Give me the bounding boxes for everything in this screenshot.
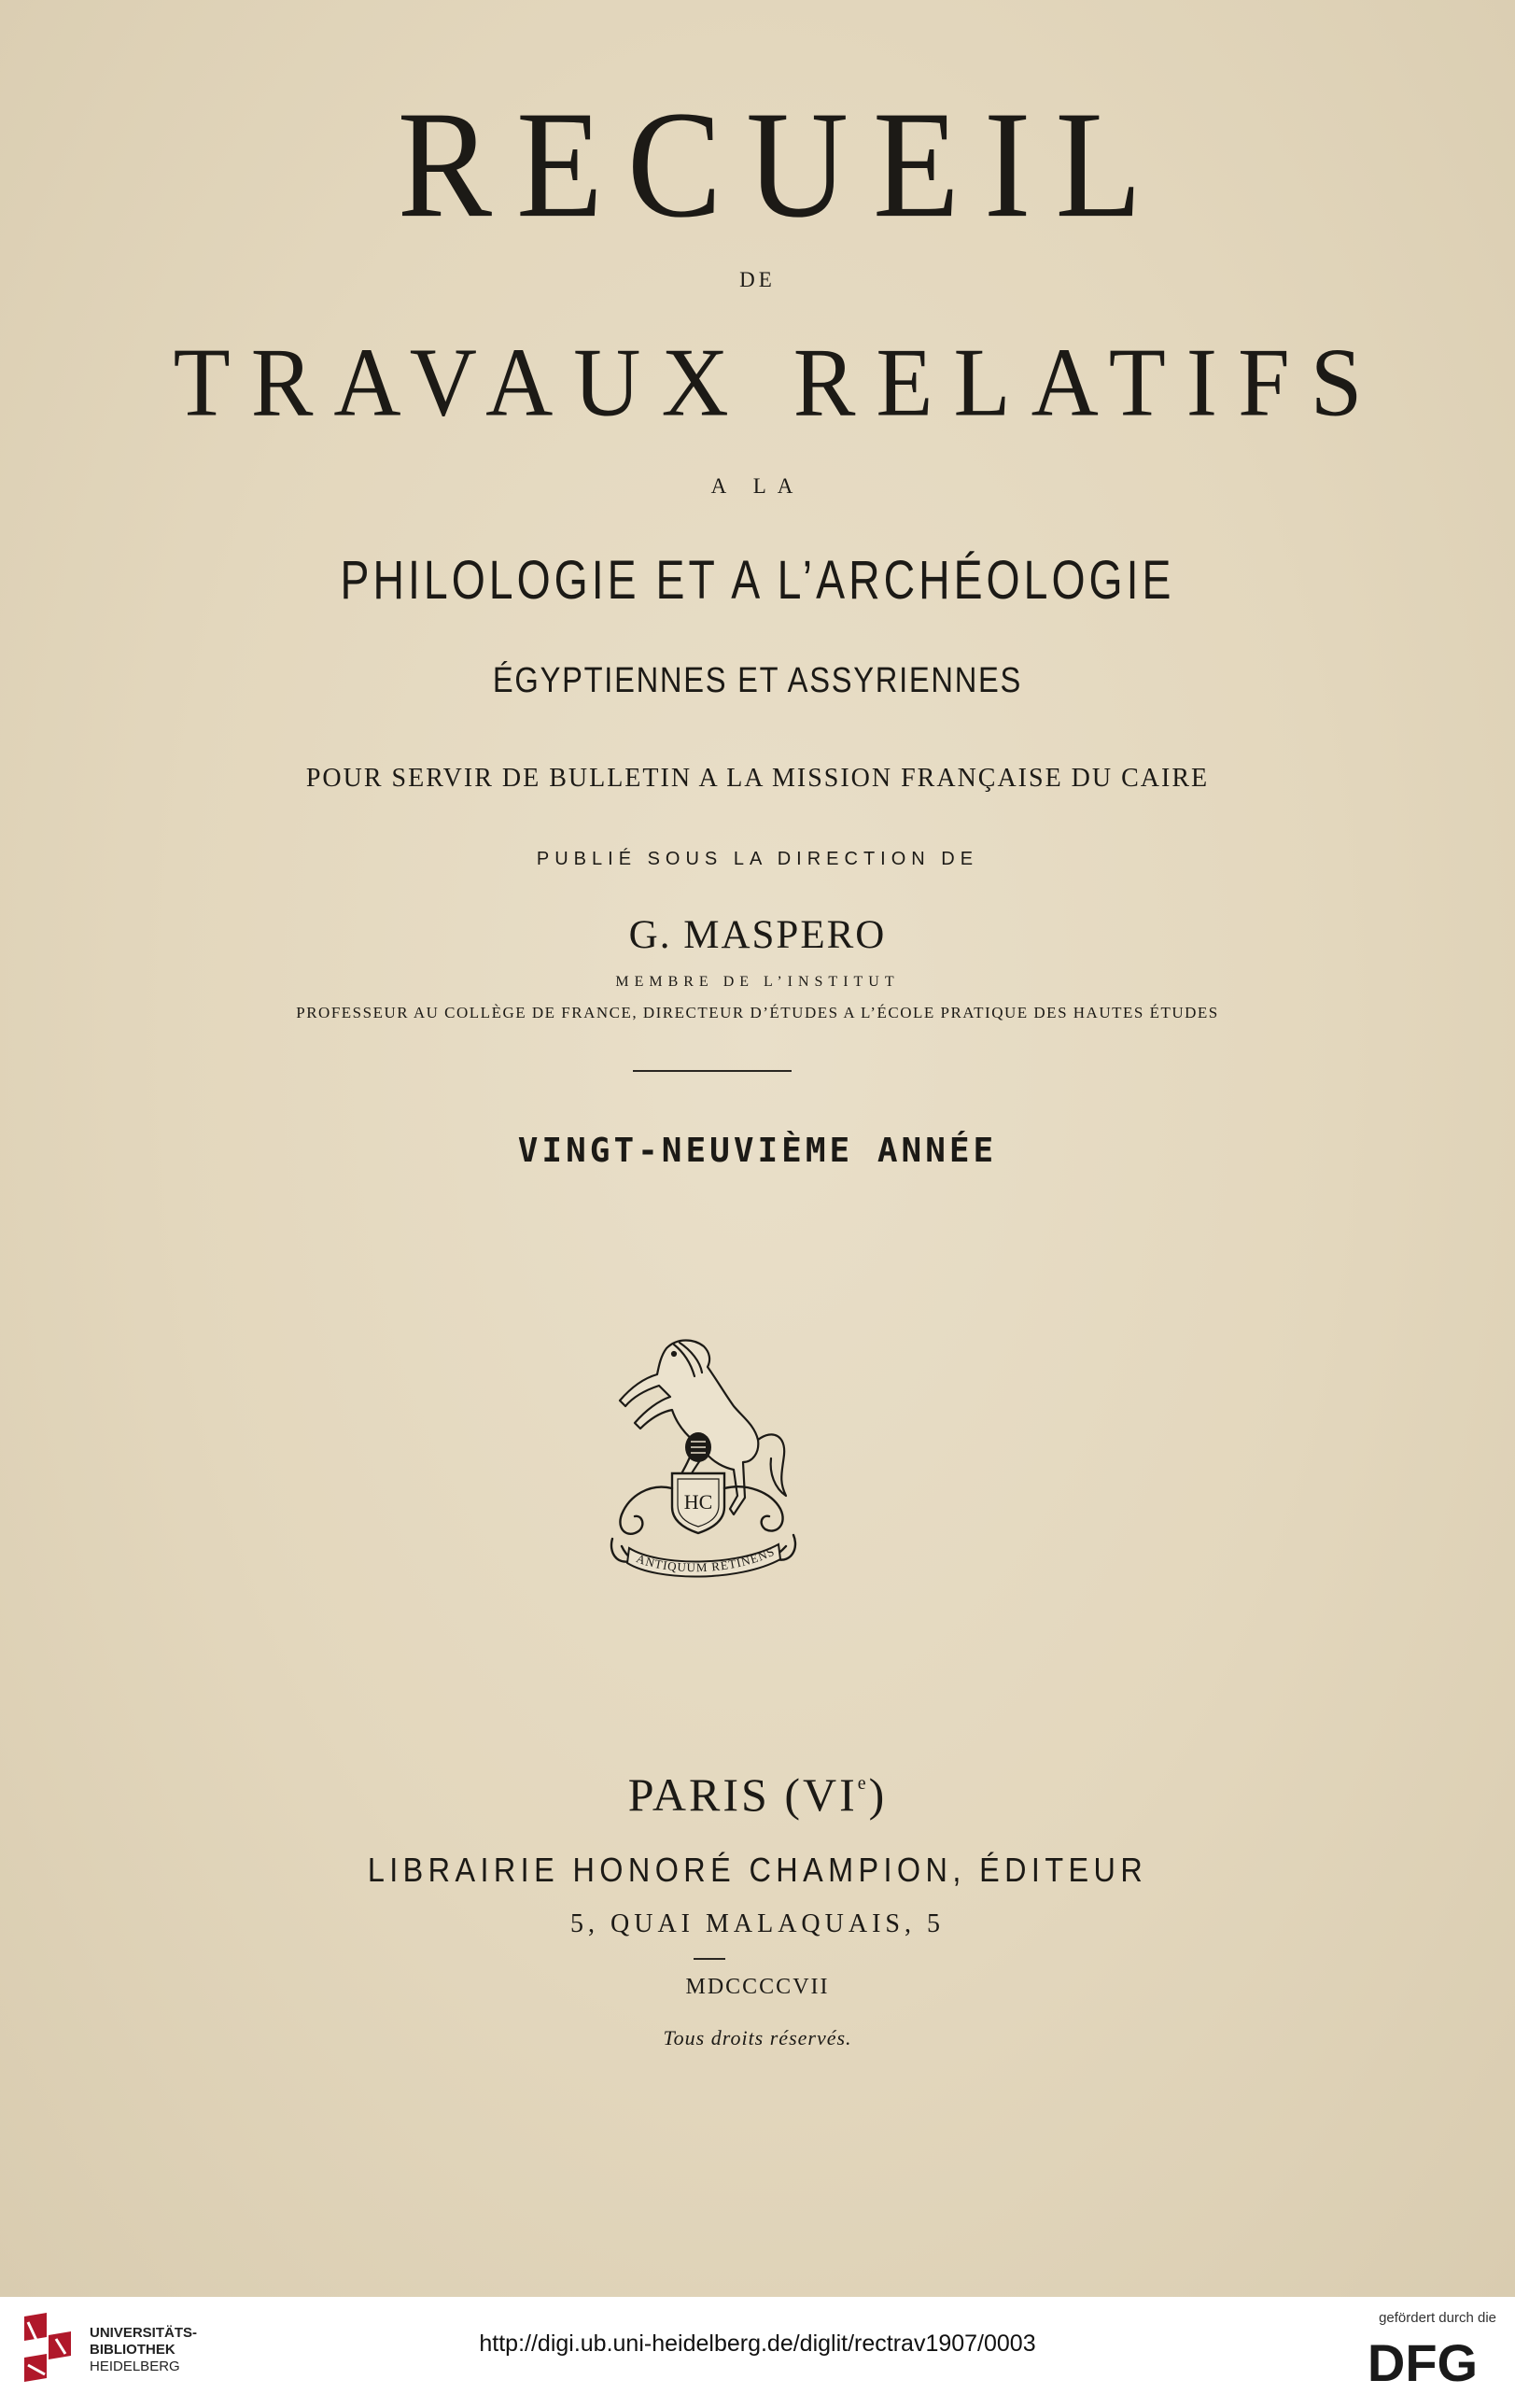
imprint-arrondissement-close: ) [868,1768,888,1821]
editor-intro: PUBLIÉ SOUS LA DIRECTION DE [536,849,979,869]
imprint-city-name: PARIS [627,1768,770,1821]
title-egyptiennes: ÉGYPTIENNES ET ASSYRIENNES [492,661,1023,700]
imprint-address: 5, QUAI MALAQUAIS, 5 [570,1909,945,1938]
imprint-city [0,1767,1515,1822]
imprint-arrondissement-sup: e [857,1773,869,1794]
source-url-link[interactable]: http://digi.ub.uni-heidelberg.de/diglit/rectrav1907/0003 [479,2331,1036,2357]
editor-professeur: PROFESSEUR AU COLLÈGE DE FRANCE, DIRECTEUR D’ÉTUDES A L’ÉCOLE PRATIQUE DES HAUTES ÉTUDES [296,1004,1219,1021]
imprint-divider [694,1958,725,1960]
imprint-rights: Tous droits réservés. [663,2026,852,2049]
funded-by-label: gefördert durch die [1379,2310,1496,2326]
emblem-monogram: HC [683,1490,713,1514]
dfg-logo-text: DFG [1367,2334,1479,2390]
imprint-year: MDCCCCVII [685,1975,830,1999]
dfg-logo-icon [1353,2334,1493,2390]
library-line1: UNIVERSITÄTS- [90,2325,198,2341]
editor-membre: MEMBRE DE L’INSTITUT [615,974,900,990]
divider-rule [633,1070,792,1072]
imprint-publisher: LIBRAIRIE HONORÉ CHAMPION, ÉDITEUR [367,1851,1148,1889]
title-recueil: RECUEIL [397,79,1167,249]
emblem-motto: ANTIQUUM RETINENS [634,1543,778,1575]
library-line3: HEIDELBERG [90,2359,180,2374]
title-philologie: PHILOLOGIE ET A L’ARCHÉOLOGIE [340,550,1175,611]
editor-name: G. MASPERO [628,913,887,957]
title-a-la: A LA [710,474,805,498]
title-travaux-relatifs: TRAVAUX RELATIFS [173,328,1383,437]
title-de: DE [739,268,776,291]
subtitle-pour-servir: POUR SERVIR DE BULLETIN A LA MISSION FRANÇAISE DU CAIRE [305,764,1210,793]
imprint-arrondissement: (VI [784,1768,858,1821]
rearing-horse-emblem-icon [594,1331,814,1589]
volume-year: VINGT-NEUVIÈME ANNÉE [517,1132,998,1170]
library-line2: BIBLIOTHEK [90,2342,175,2358]
